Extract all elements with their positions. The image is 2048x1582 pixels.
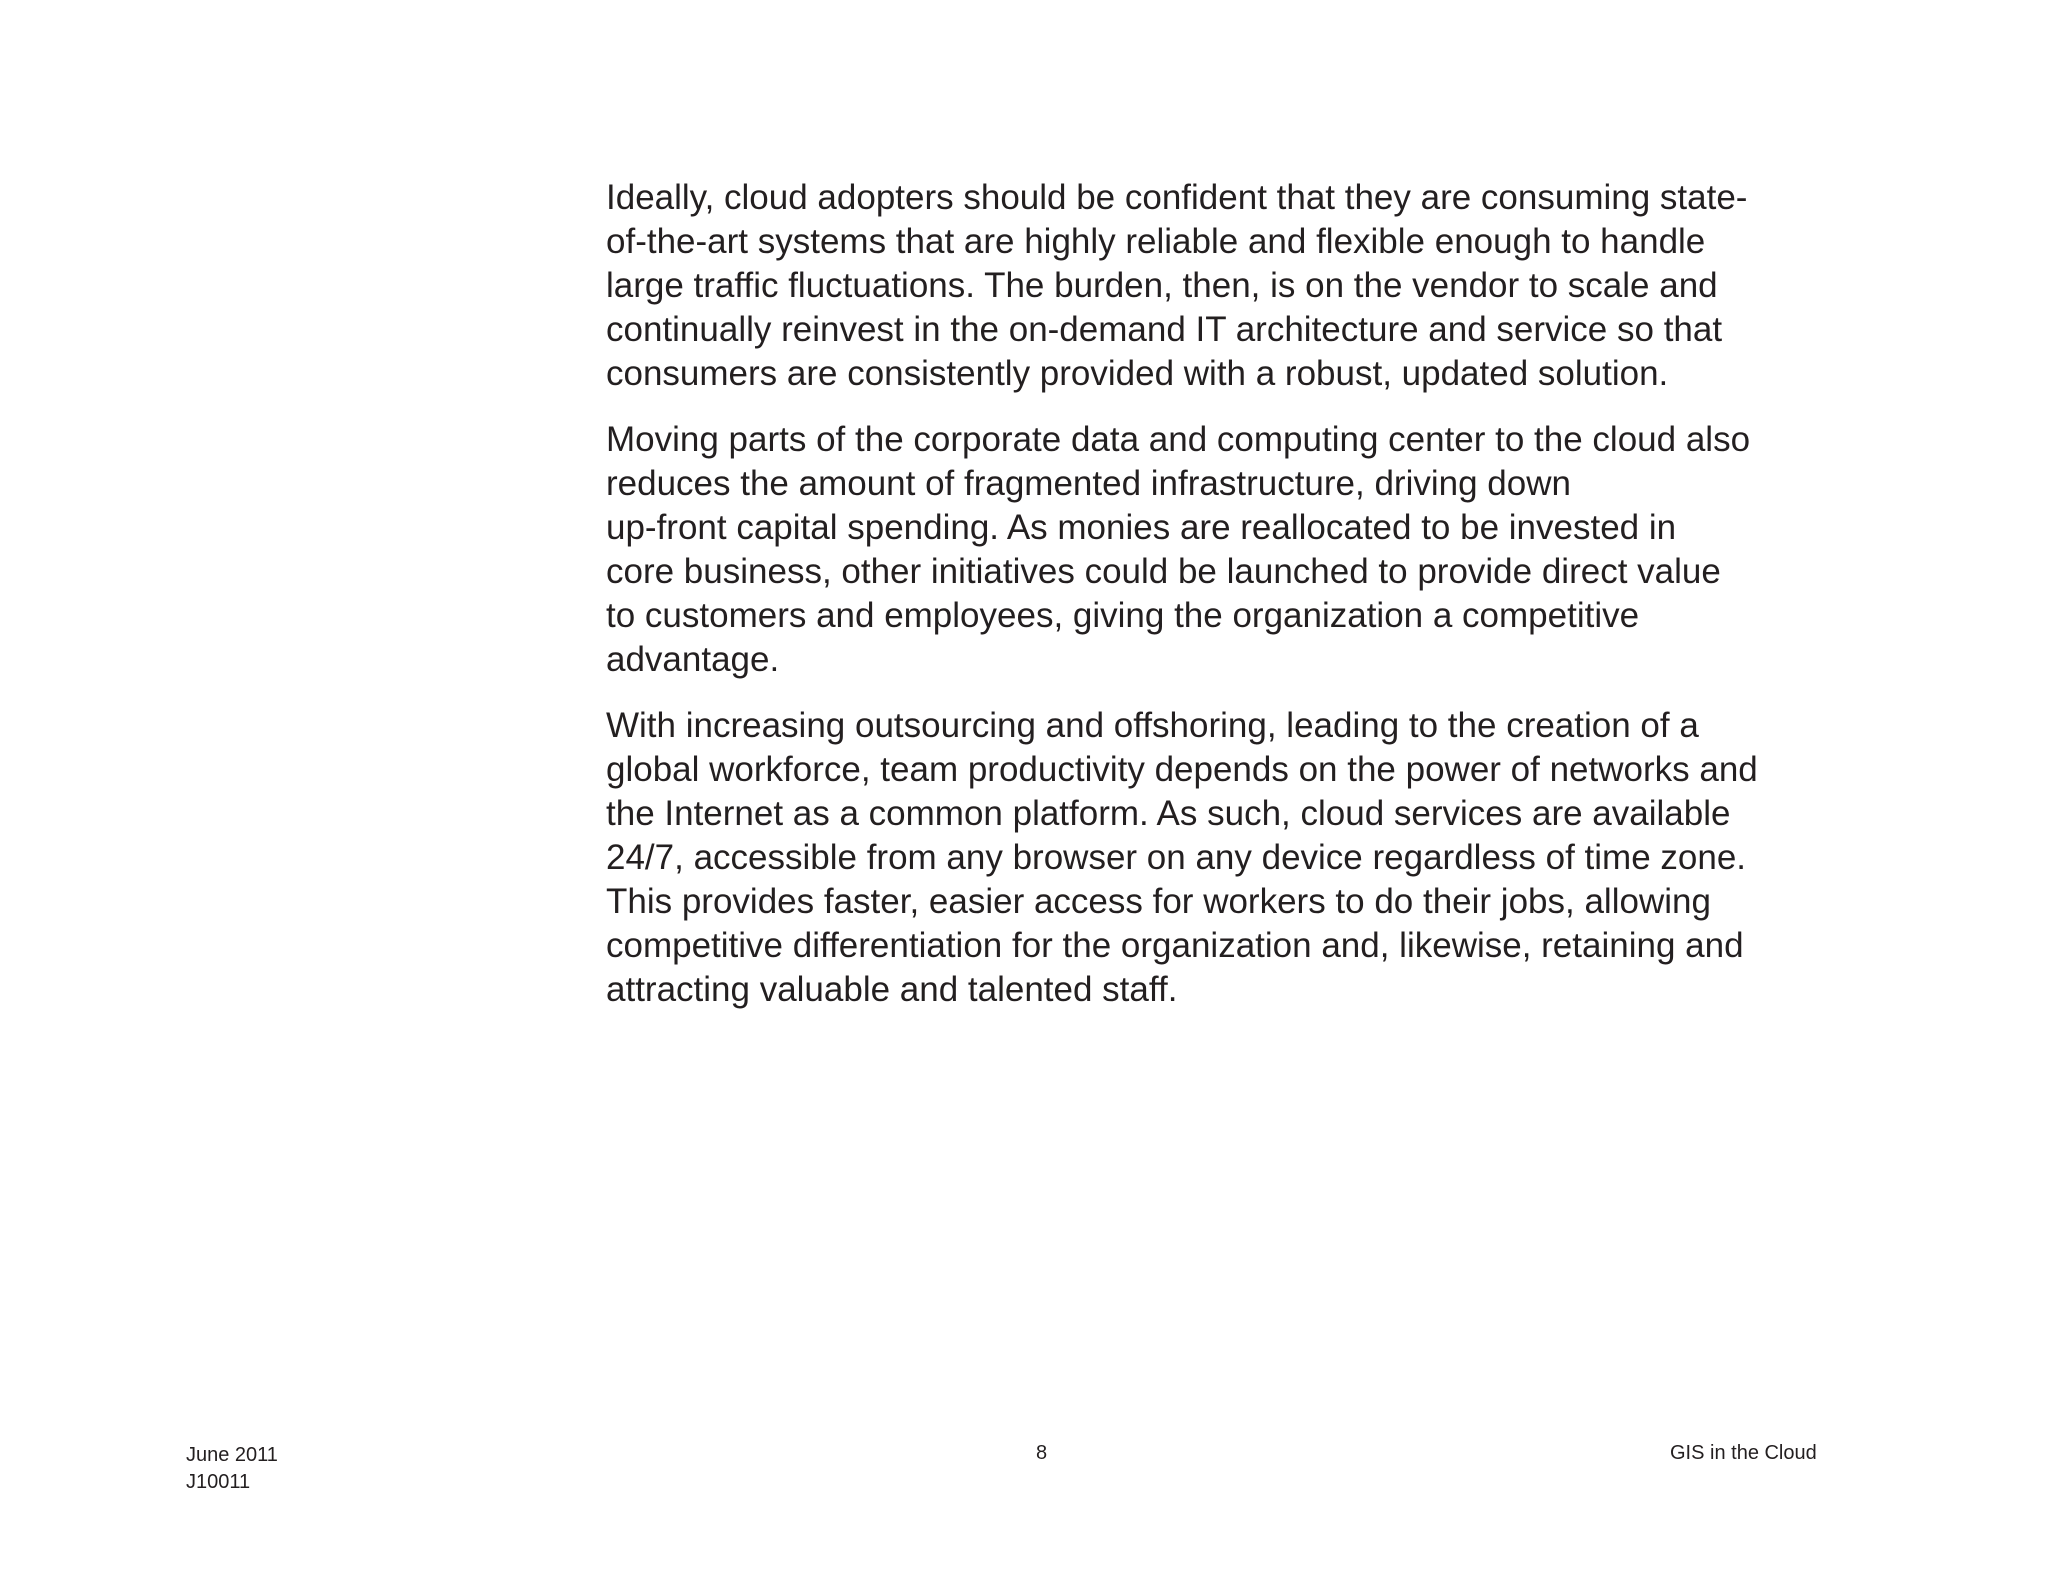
paragraph-spacer (606, 396, 1866, 418)
paragraph-line: global workforce, team productivity depends on the power of networks and (606, 750, 1758, 789)
paragraph-3 (606, 704, 1866, 1012)
paragraph-line: the Internet as a common platform. As such, cloud services are available (606, 794, 1731, 833)
paragraph-line: competitive differentiation for the organization and, likewise, retaining and (606, 926, 1744, 965)
paragraph-line: With increasing outsourcing and offshoring, leading to the creation of a (606, 706, 1699, 745)
paragraph-line: core business, other initiatives could be launched to provide direct value (606, 552, 1721, 591)
paragraph-line: of-the-art systems that are highly reliable and flexible enough to handle (606, 222, 1706, 261)
paragraph-line: large traffic fluctuations. The burden, then, is on the vendor to scale and (606, 266, 1718, 305)
paragraph-line: This provides faster, easier access for workers to do their jobs, allowing (606, 882, 1711, 921)
paragraph-spacer (606, 682, 1866, 704)
paragraph-line: to customers and employees, giving the organization a competitive (606, 596, 1640, 635)
paragraph-line: Moving parts of the corporate data and computing center to the cloud also (606, 420, 1751, 459)
paragraph-2 (606, 418, 1866, 682)
paragraph-line: consumers are consistently provided with a robust, updated solution. (606, 354, 1669, 393)
paragraph-line: reduces the amount of fragmented infrastructure, driving down (606, 464, 1571, 503)
body-text (606, 176, 1866, 1012)
paragraph-line: continually reinvest in the on-demand IT architecture and service so that (606, 310, 1723, 349)
paragraph-line: 24/7, accessible from any browser on any device regardless of time zone. (606, 838, 1747, 877)
paragraph-line: up-front capital spending. As monies are reallocated to be invested in (606, 508, 1677, 547)
footer-title: GIS in the Cloud (1670, 1442, 1817, 1464)
paragraph-line: Ideally, cloud adopters should be confident that they are consuming state- (606, 178, 1748, 217)
footer-left (186, 1442, 278, 1496)
paragraph-line: attracting valuable and talented staff. (606, 970, 1178, 1009)
paragraph-1 (606, 176, 1866, 396)
footer-date: June 2011 (186, 1444, 278, 1466)
paragraph-line: advantage. (606, 640, 780, 679)
footer-doc-id: J10011 (186, 1471, 251, 1493)
page-number: 8 (1036, 1442, 1048, 1464)
